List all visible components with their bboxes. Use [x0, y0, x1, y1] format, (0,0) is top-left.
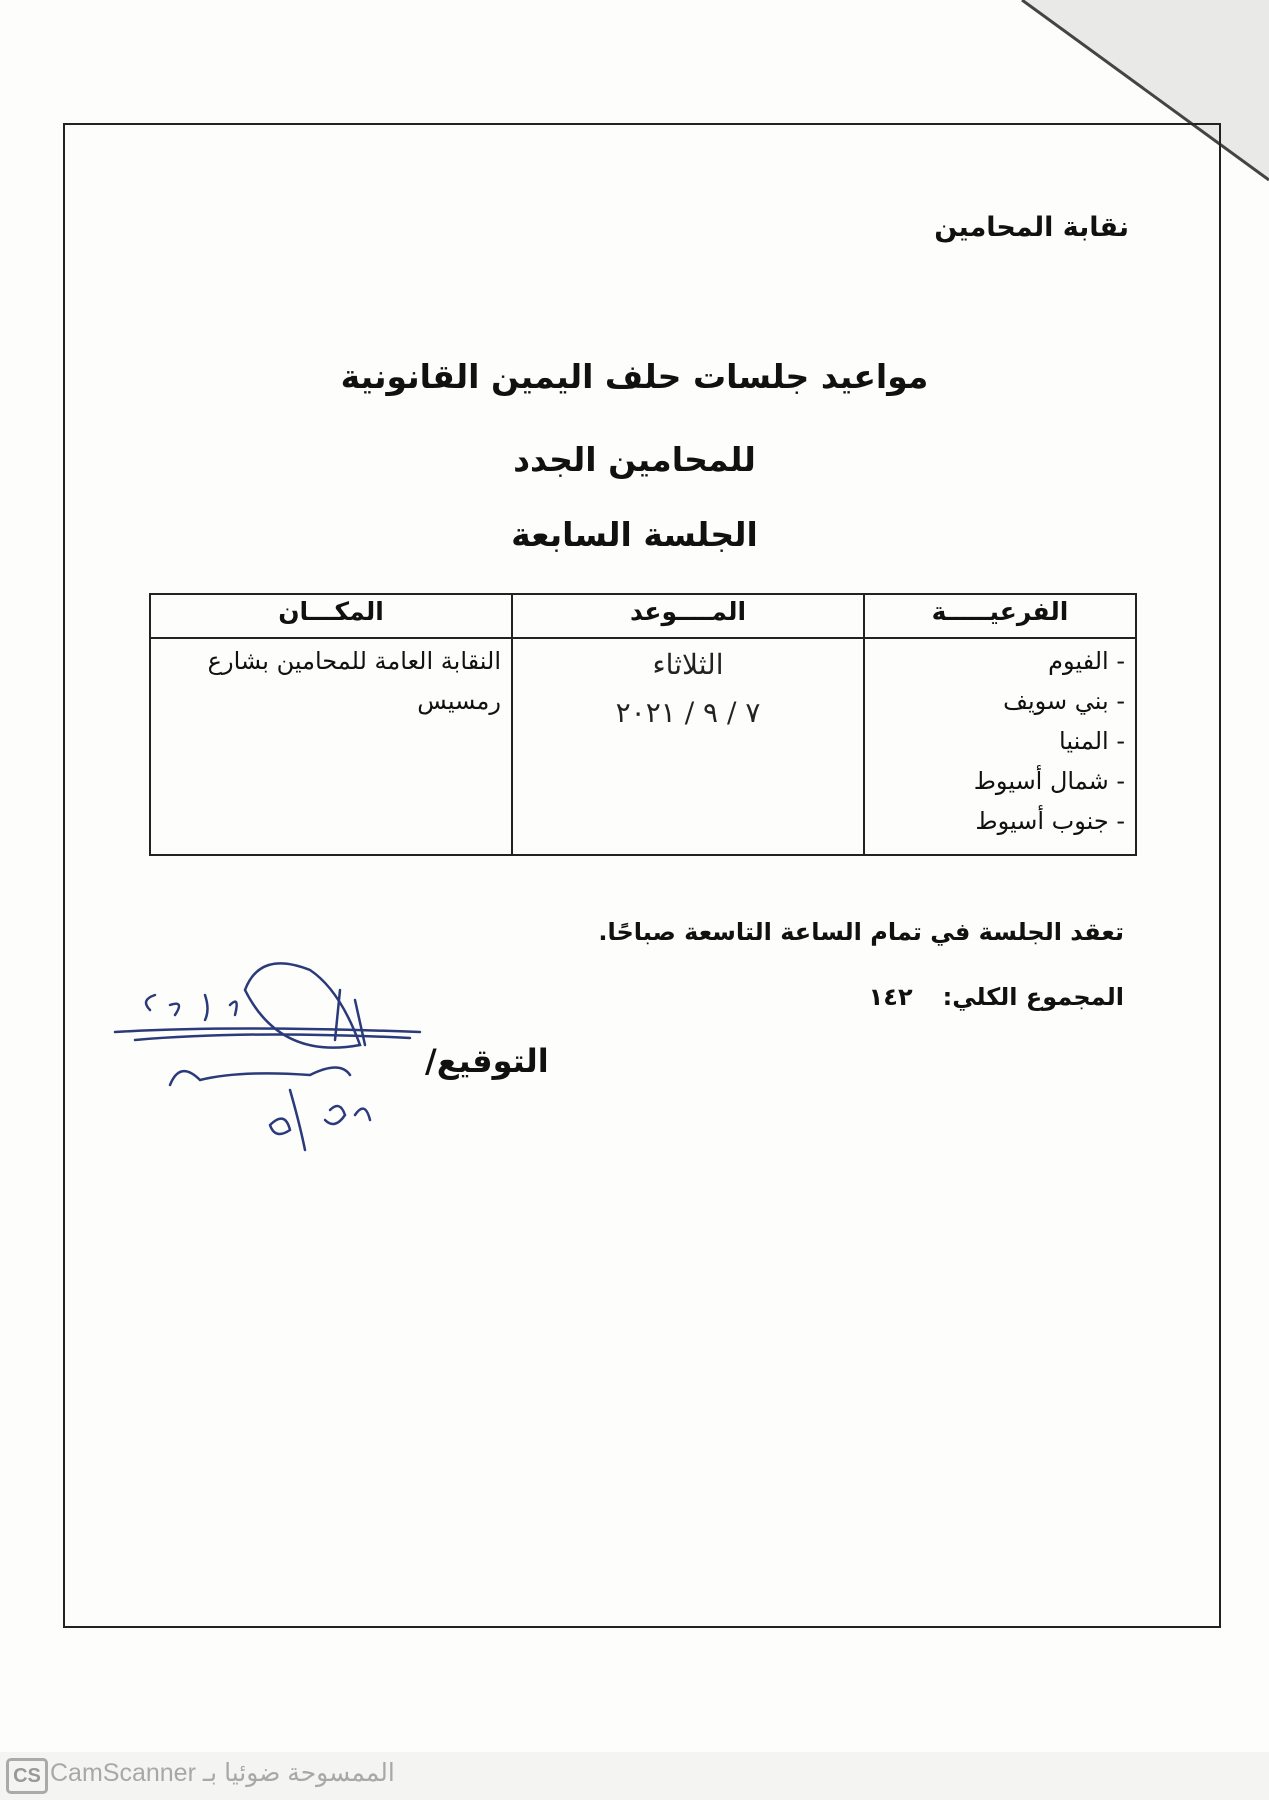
schedule-table	[149, 593, 1137, 856]
place-cell: النقابة العامة للمحامين بشارع رمسيس	[150, 638, 512, 855]
branch-cell	[864, 638, 1136, 855]
branch-item: - جنوب أسيوط	[975, 807, 1125, 835]
session-time-note: تعقد الجلسة في تمام الساعة التاسعة صباحًا.	[598, 918, 1124, 946]
session-title: الجلسة السابعة	[511, 515, 758, 554]
camscanner-watermark: CamScanner الممسوحة ضوئيا بـ	[50, 1759, 395, 1787]
date-value: ٧ / ٩ / ٢٠٢١	[615, 696, 761, 729]
organization-name: نقابة المحامين	[934, 212, 1129, 243]
total-count	[869, 983, 1124, 1011]
total-value: ١٤٢	[868, 983, 913, 1011]
table-header-row	[150, 594, 1136, 638]
signature-label: التوقيع/	[425, 1042, 549, 1080]
branch-item: - المنيا	[1059, 727, 1125, 755]
branch-item: - بني سويف	[1003, 687, 1125, 715]
document-subtitle: للمحامين الجدد	[513, 440, 756, 479]
header-branch: الفرعيـــــة	[864, 594, 1136, 638]
document-title: مواعيد جلسات حلف اليمين القانونية	[340, 357, 929, 396]
table-row	[150, 638, 1136, 855]
header-place: المكـــان	[150, 594, 512, 638]
camscanner-logo-icon: CS	[6, 1758, 48, 1794]
total-label: المجموع الكلي:	[942, 983, 1124, 1011]
branch-item: - الفيوم	[1048, 647, 1125, 675]
page-border	[63, 123, 1221, 1628]
date-cell	[512, 638, 864, 855]
handwritten-signature	[110, 950, 430, 1160]
date-day: الثلاثاء	[652, 648, 724, 681]
branch-item: - شمال أسيوط	[973, 767, 1125, 795]
header-date: المــــوعد	[512, 594, 864, 638]
